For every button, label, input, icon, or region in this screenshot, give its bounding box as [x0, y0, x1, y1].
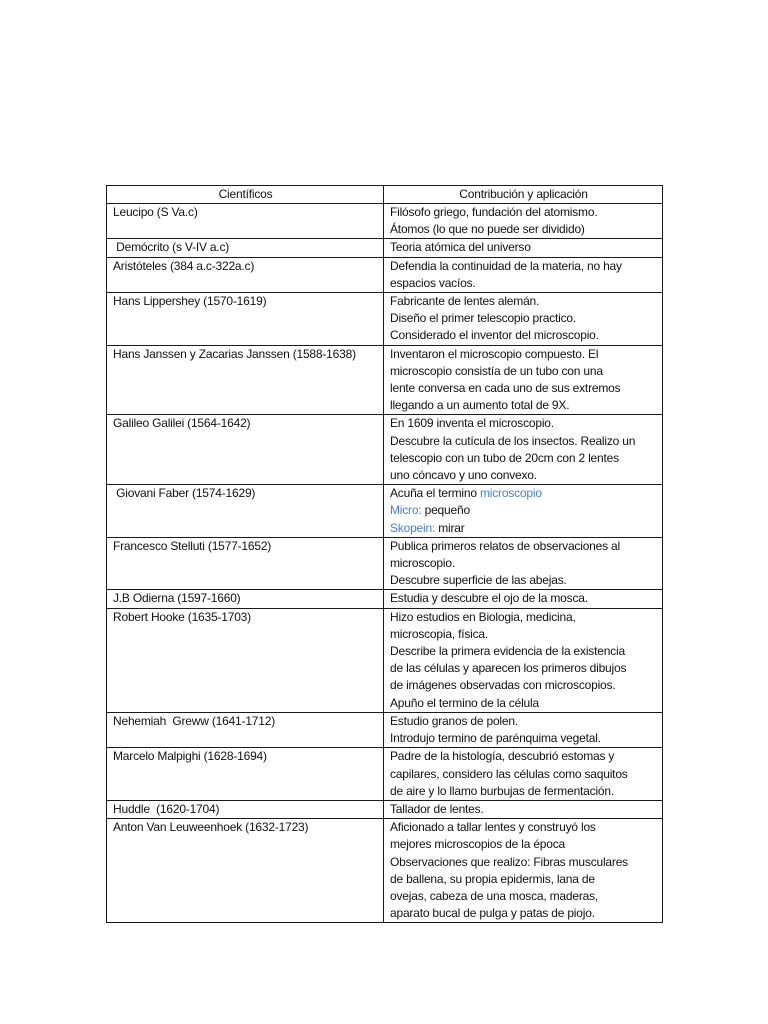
highlighted-term: Skopein: — [390, 520, 436, 535]
contribution-text: de las células y aparecen los primeros dibujos — [390, 661, 627, 676]
contribution-line — [390, 538, 657, 555]
contribution-line — [390, 433, 657, 450]
contribution-line — [390, 327, 657, 344]
contribution-text: Considerado el inventor del microscopio. — [390, 328, 599, 343]
contribution-cell — [384, 204, 663, 239]
contribution-line — [390, 609, 657, 626]
contribution-text: Inventaron el microscopio compuesto. El — [390, 346, 599, 361]
contribution-line — [390, 572, 657, 589]
contribution-line — [390, 363, 657, 380]
table-row — [107, 293, 663, 346]
contribution-line — [390, 346, 657, 363]
contribution-line — [390, 204, 657, 221]
contribution-cell — [384, 345, 663, 415]
scientist-cell — [107, 712, 384, 747]
contribution-text: microscopia, física. — [390, 626, 489, 641]
scientist-name: Giovani Faber (1574-1629) — [113, 486, 256, 501]
contribution-line — [390, 905, 657, 922]
scientist-cell — [107, 590, 384, 608]
contribution-text: microscopio. — [390, 556, 455, 571]
contribution-cell — [384, 590, 663, 608]
table-row — [107, 239, 663, 257]
contribution-text: Estudia y descubre el ojo de la mosca. — [390, 591, 588, 606]
contribution-line — [390, 713, 657, 730]
scientist-cell — [107, 415, 384, 485]
table-row — [107, 537, 663, 590]
scientist-name: J.B Odierna (1597-1660) — [113, 591, 241, 606]
contribution-text: aparato bucal de pulga y patas de piojo. — [390, 906, 595, 921]
contribution-cell — [384, 293, 663, 346]
scientist-cell — [107, 800, 384, 818]
contribution-line — [390, 310, 657, 327]
highlighted-term: microscopio — [479, 486, 542, 501]
scientist-cell — [107, 257, 384, 292]
scientist-cell — [107, 608, 384, 712]
table-row — [107, 204, 663, 239]
contribution-text: Observaciones que realizo: Fibras musculares — [390, 854, 628, 869]
contribution-line — [390, 467, 657, 484]
contribution-cell — [384, 239, 663, 257]
contribution-cell — [384, 819, 663, 923]
contribution-line — [390, 380, 657, 397]
contribution-line — [390, 766, 657, 783]
contribution-line — [390, 660, 657, 677]
contribution-text: Átomos (lo que no puede ser dividido) — [390, 222, 585, 237]
table-body — [107, 204, 663, 923]
contribution-text: de aire y lo llamo burbujas de fermentación. — [390, 783, 614, 798]
contribution-line — [390, 801, 657, 818]
scientist-cell — [107, 819, 384, 923]
table-row — [107, 608, 663, 712]
contribution-line — [390, 450, 657, 467]
contribution-line — [390, 643, 657, 660]
scientist-name: Francesco Stelluti (1577-1652) — [113, 538, 272, 553]
table-row — [107, 415, 663, 485]
scientist-name: Robert Hooke (1635-1703) — [113, 609, 251, 624]
contribution-text: Introdujo termino de parénquima vegetal. — [390, 731, 601, 746]
contribution-cell — [384, 415, 663, 485]
contribution-line — [390, 397, 657, 414]
contribution-line — [390, 221, 657, 238]
contribution-text: capilares, considero las células como saquitos — [390, 766, 628, 781]
contribution-text: Teoria atómica del universo — [390, 240, 531, 255]
contribution-line — [390, 485, 657, 502]
contribution-cell — [384, 485, 663, 538]
contribution-text: Tallador de lentes. — [390, 801, 484, 816]
contribution-line — [390, 888, 657, 905]
contribution-cell — [384, 608, 663, 712]
contribution-cell — [384, 712, 663, 747]
contribution-text: uno cóncavo y uno convexo. — [390, 468, 537, 483]
contribution-line — [390, 871, 657, 888]
contribution-text: llegando a un aumento total de 9X. — [390, 398, 570, 413]
contribution-text: Descubre superficie de las abejas. — [390, 573, 567, 588]
scientist-name: Demócrito (s V-IV a.c) — [113, 240, 230, 255]
scientist-cell — [107, 537, 384, 590]
contribution-line — [390, 748, 657, 765]
scientist-cell — [107, 293, 384, 346]
contribution-line — [390, 590, 657, 607]
contribution-text: telescopio con un tubo de 20cm con 2 lentes — [390, 450, 619, 465]
contribution-text: ovejas, cabeza de una mosca, maderas, — [390, 888, 599, 903]
contribution-line — [390, 695, 657, 712]
table-row — [107, 748, 663, 801]
contribution-text: Padre de la histología, descubrió estomas y — [390, 749, 615, 764]
contribution-line — [390, 555, 657, 572]
header-contribution: Contribución y aplicación — [384, 186, 663, 204]
contribution-line — [390, 520, 657, 537]
contribution-text: pequeño — [421, 503, 470, 518]
contribution-text: Estudio granos de polen. — [390, 713, 518, 728]
contribution-text: mirar — [435, 520, 465, 535]
table-row — [107, 712, 663, 747]
contribution-line — [390, 819, 657, 836]
scientist-name: Huddle (1620-1704) — [113, 801, 220, 816]
table-row — [107, 819, 663, 923]
contribution-text: de imágenes observadas con microscopios. — [390, 678, 616, 693]
contribution-line — [390, 293, 657, 310]
table-row — [107, 257, 663, 292]
scientist-name: Marcelo Malpighi (1628-1694) — [113, 749, 267, 764]
scientist-name: Nehemiah Greww (1641-1712) — [113, 713, 276, 728]
contribution-text: En 1609 inventa el microscopio. — [390, 416, 554, 431]
contribution-text: microscopio consistía de un tubo con una — [390, 363, 603, 378]
scientist-name: Hans Janssen y Zacarias Janssen (1588-1638) — [113, 346, 356, 361]
contribution-text: Describe la primera evidencia de la existencia — [390, 644, 625, 659]
contribution-line — [390, 239, 657, 256]
scientist-cell — [107, 485, 384, 538]
scientist-cell — [107, 748, 384, 801]
contribution-text: Diseño el primer telescopio practico. — [390, 311, 577, 326]
scientist-name: Leucipo (S Va.c) — [113, 205, 198, 219]
contribution-line — [390, 677, 657, 694]
contribution-text: Defendia la continuidad de la materia, no hay — [390, 258, 622, 273]
table-row — [107, 590, 663, 608]
scientist-name: Galileo Galilei (1564-1642) — [113, 416, 251, 431]
contribution-cell — [384, 257, 663, 292]
scientist-cell — [107, 204, 384, 239]
scientist-name: Aristóteles (384 a.c-322a.c) — [113, 258, 255, 273]
contribution-line — [390, 626, 657, 643]
contribution-cell — [384, 800, 663, 818]
scientist-name: Anton Van Leuweenhoek (1632-1723) — [113, 820, 309, 835]
contribution-line — [390, 258, 657, 275]
contribution-cell — [384, 748, 663, 801]
table-row — [107, 345, 663, 415]
contribution-text: Hizo estudios en Biologia, medicina, — [390, 609, 576, 624]
contribution-text: Descubre la cutícula de los insectos. Realizo un — [390, 433, 636, 448]
contribution-line — [390, 275, 657, 292]
scientist-cell — [107, 345, 384, 415]
contribution-line — [390, 502, 657, 519]
contribution-text: Aficionado a tallar lentes y construyó los — [390, 820, 596, 835]
contribution-text: de ballena, su propia epidermis, lana de — [390, 871, 595, 886]
scientist-cell — [107, 239, 384, 257]
table-header-row — [107, 186, 663, 204]
contribution-text: Publica primeros relatos de observaciones al — [390, 538, 620, 553]
contribution-text: Filósofo griego, fundación del atomismo. — [390, 205, 598, 219]
contribution-line — [390, 836, 657, 853]
table-row — [107, 485, 663, 538]
contribution-text: Fabricante de lentes alemán. — [390, 294, 540, 309]
contribution-line — [390, 415, 657, 432]
scientists-table — [106, 185, 663, 923]
contribution-cell — [384, 537, 663, 590]
contribution-line — [390, 854, 657, 871]
contribution-line — [390, 783, 657, 800]
contribution-text: espacios vacíos. — [390, 275, 476, 290]
contribution-text: Apuño el termino de la célula — [390, 695, 539, 710]
contribution-text: Acuña el termino — [390, 486, 480, 501]
contribution-text: mejores microscopios de la época — [390, 837, 566, 852]
contribution-text: lente conversa en cada uno de sus extremos — [390, 381, 621, 396]
contribution-line — [390, 730, 657, 747]
header-scientists: Científicos — [107, 186, 384, 204]
highlighted-term: Micro: — [390, 503, 422, 518]
table-row — [107, 800, 663, 818]
scientist-name: Hans Lippershey (1570-1619) — [113, 294, 267, 309]
